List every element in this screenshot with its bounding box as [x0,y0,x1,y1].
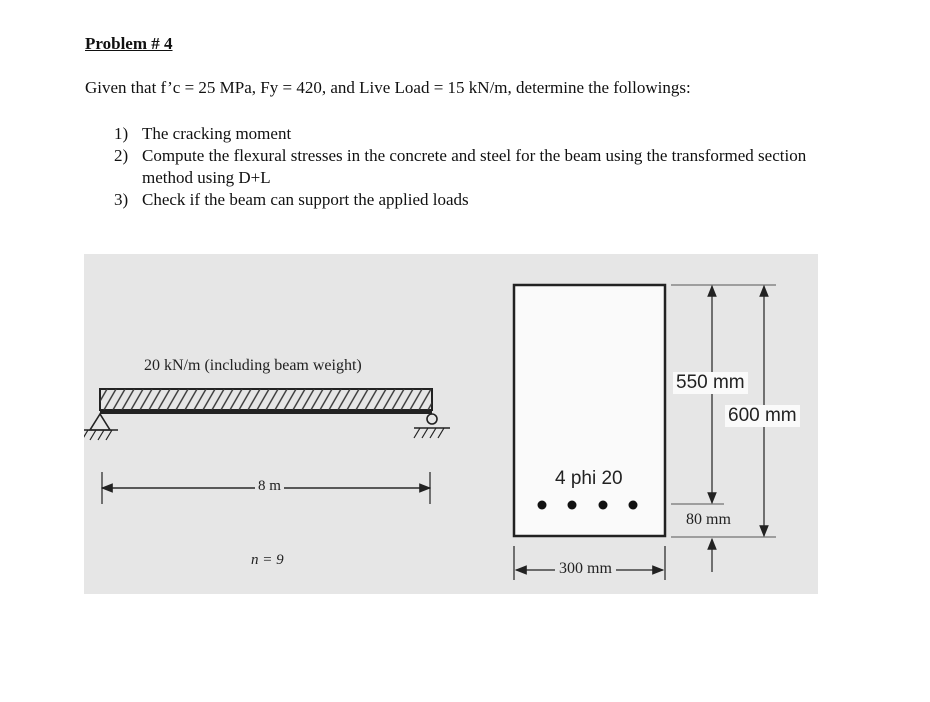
problem-title: Problem # 4 [85,34,173,53]
task-item [114,145,854,189]
pin-support-icon [84,414,118,440]
total-depth-label: 600 mm [725,405,800,427]
task-text: Compute the flexural stresses in the concrete and steel for the beam using the transformed section method using D+L [142,146,807,187]
rebar-dot [568,501,577,510]
problem-statement: Given that f’c = 25 MPa, Fy = 420, and Live Load = 15 kN/m, determine the followings: [85,78,691,97]
task-text: The cracking moment [142,124,292,143]
beam-diagram [84,254,818,594]
task-text: Check if the beam can support the applied loads [142,190,469,209]
task-number: 1) [114,124,129,143]
span-label: 8 m [255,478,284,495]
beam-figure [84,254,818,594]
rebar-dot [629,501,638,510]
distributed-load [100,389,432,410]
rebar-dot [538,501,547,510]
task-item [114,123,854,145]
task-number: 2) [114,146,129,165]
rebar-dot [599,501,608,510]
cover-label: 80 mm [686,511,731,528]
beam-line [100,410,432,414]
task-list [114,123,854,211]
beam-cross-section [514,285,665,536]
width-label: 300 mm [555,560,616,578]
load-label: 20 kN/m (including beam weight) [144,357,362,374]
effective-depth-label: 550 mm [673,372,748,394]
rebar-label: 4 phi 20 [552,468,626,490]
task-number: 3) [114,190,129,209]
roller-support-icon [414,414,450,438]
task-item [114,189,854,211]
modular-ratio-label: n = 9 [251,552,284,568]
